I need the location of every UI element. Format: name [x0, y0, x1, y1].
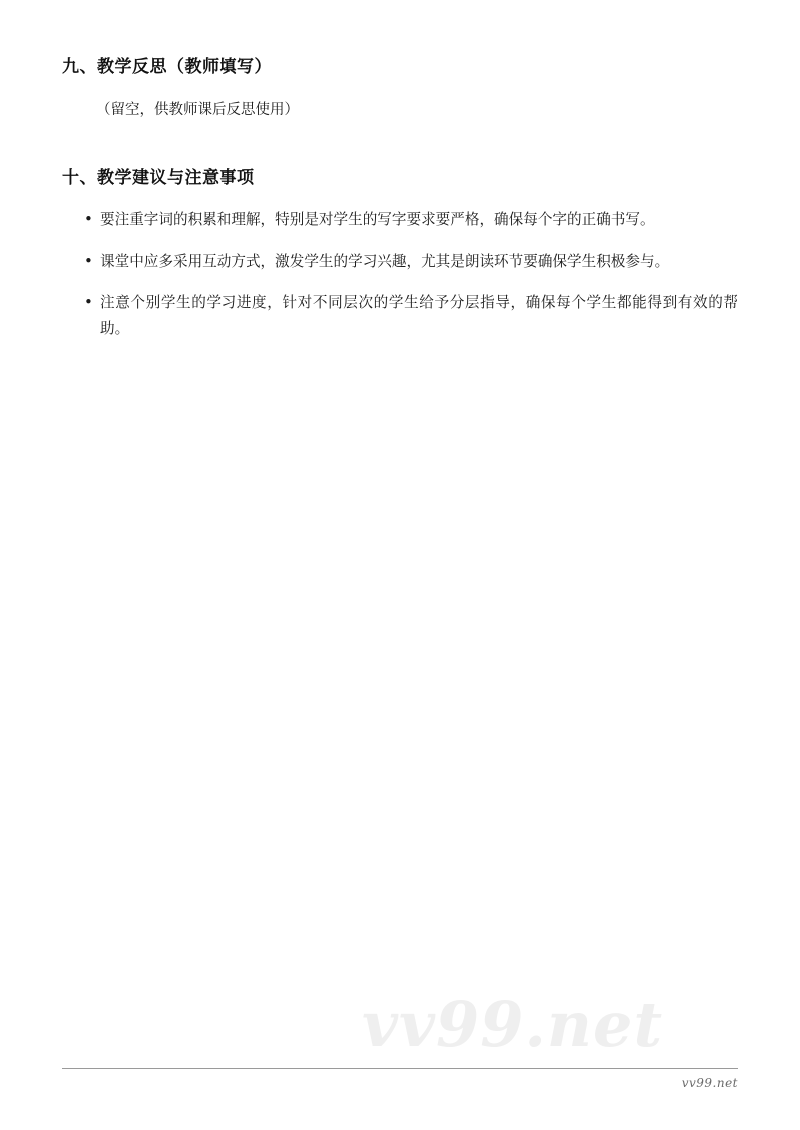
footer-label: vv99.net — [681, 1076, 738, 1090]
teaching-suggestions-list — [62, 207, 738, 341]
document-content — [62, 55, 738, 357]
section-heading-teaching-suggestions: 十、教学建议与注意事项 — [62, 167, 255, 188]
teaching-reflection-note: （留空，供教师课后反思使用） — [96, 101, 299, 118]
footer-divider — [62, 1068, 738, 1069]
list-item: • 课堂中应多采用互动方式，激发学生的学习兴趣，尤其是朗读环节要确保学生积极参与。 — [80, 249, 738, 275]
list-item: • 要注重字词的积累和理解，特别是对学生的写字要求要严格，确保每个字的正确书写。 — [80, 207, 738, 233]
section-heading-teaching-reflection: 九、教学反思（教师填写） — [62, 57, 272, 77]
list-item: • 注意个别学生的学习进度，针对不同层次的学生给予分层指导，确保每个学生都能得到有效的帮助。 — [80, 290, 738, 341]
page-watermark: vv99.net — [362, 988, 664, 1061]
